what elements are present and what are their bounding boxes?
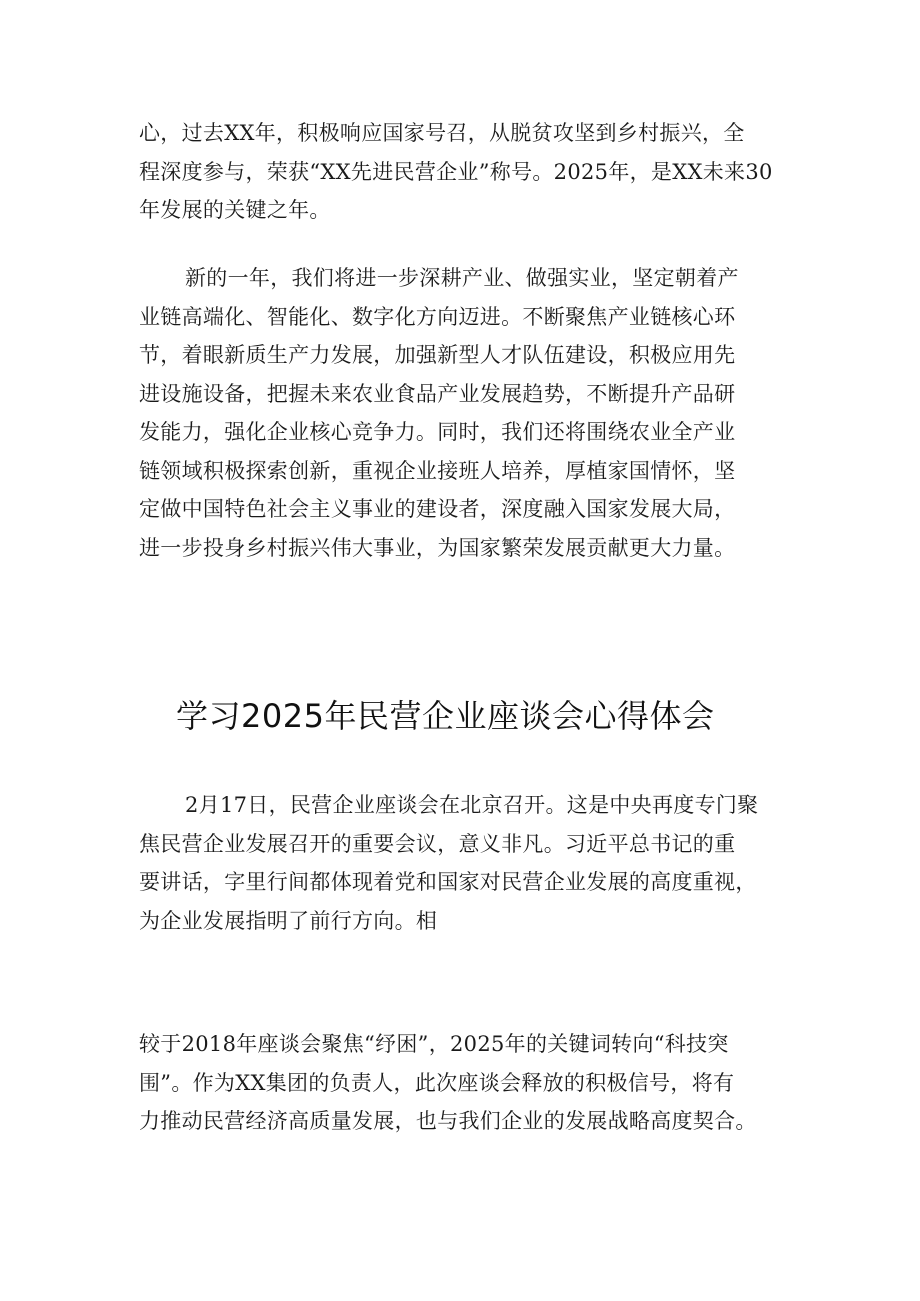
- text-line: 业链高端化、智能化、数字化方向迈进。不断聚焦产业链核心环: [139, 304, 736, 329]
- text-line: 较于2018年座谈会聚焦“纾困”，2025年的关键词转向“科技突: [139, 1032, 729, 1056]
- text-line: 心，过去XX年，积极响应国家号召，从脱贫攻坚到乡村振兴，全: [139, 121, 745, 145]
- text-line: 程深度参与，荣获“XX先进民营企业”称号。2025年，是XX未来30: [139, 159, 773, 184]
- text-line: 力推动民营经济高质量发展，也与我们企业的发展战略高度契合。: [139, 1109, 757, 1133]
- paragraph-intro: [139, 786, 789, 940]
- text-line: 节，着眼新质生产力发展，加强新型人才队伍建设，积极应用先: [139, 343, 736, 367]
- text-line: 2月17日，民营企业座谈会在北京召开。这是中央再度专门聚: [185, 793, 759, 817]
- text-line: 发能力，强化企业核心竞争力。同时，我们还将围绕农业全产业: [139, 420, 736, 444]
- paragraph-continued: [139, 114, 789, 230]
- text-line: 新的一年，我们将进一步深耕产业、做强实业，坚定朝着产: [185, 266, 739, 290]
- section-title: 学习2025年民营企业座谈会心得体会: [176, 697, 715, 735]
- paragraph-new-year: [139, 259, 789, 567]
- text-line: 要讲话，字里行间都体现着党和国家对民营企业发展的高度重视，: [139, 870, 757, 894]
- text-line: 链领域积极探索创新，重视企业接班人培养，厚植家国情怀，坚: [139, 458, 736, 483]
- text-line: 定做中国特色社会主义事业的建设者，深度融入国家发展大局，: [139, 497, 736, 521]
- text-line: 年发展的关键之年。: [139, 198, 331, 222]
- text-line: 围”。作为XX集团的负责人，此次座谈会释放的积极信号，将有: [139, 1070, 735, 1095]
- text-line: 进一步投身乡村振兴伟大事业，为国家繁荣发展贡献更大力量。: [139, 535, 736, 560]
- text-line: 进设施设备，把握未来农业食品产业发展趋势，不断提升产品研: [139, 381, 736, 406]
- paragraph-compare: [139, 1025, 789, 1141]
- text-line: 为企业发展指明了前行方向。相: [139, 908, 438, 933]
- text-line: 焦民营企业发展召开的重要会议，意义非凡。习近平总书记的重: [139, 831, 736, 856]
